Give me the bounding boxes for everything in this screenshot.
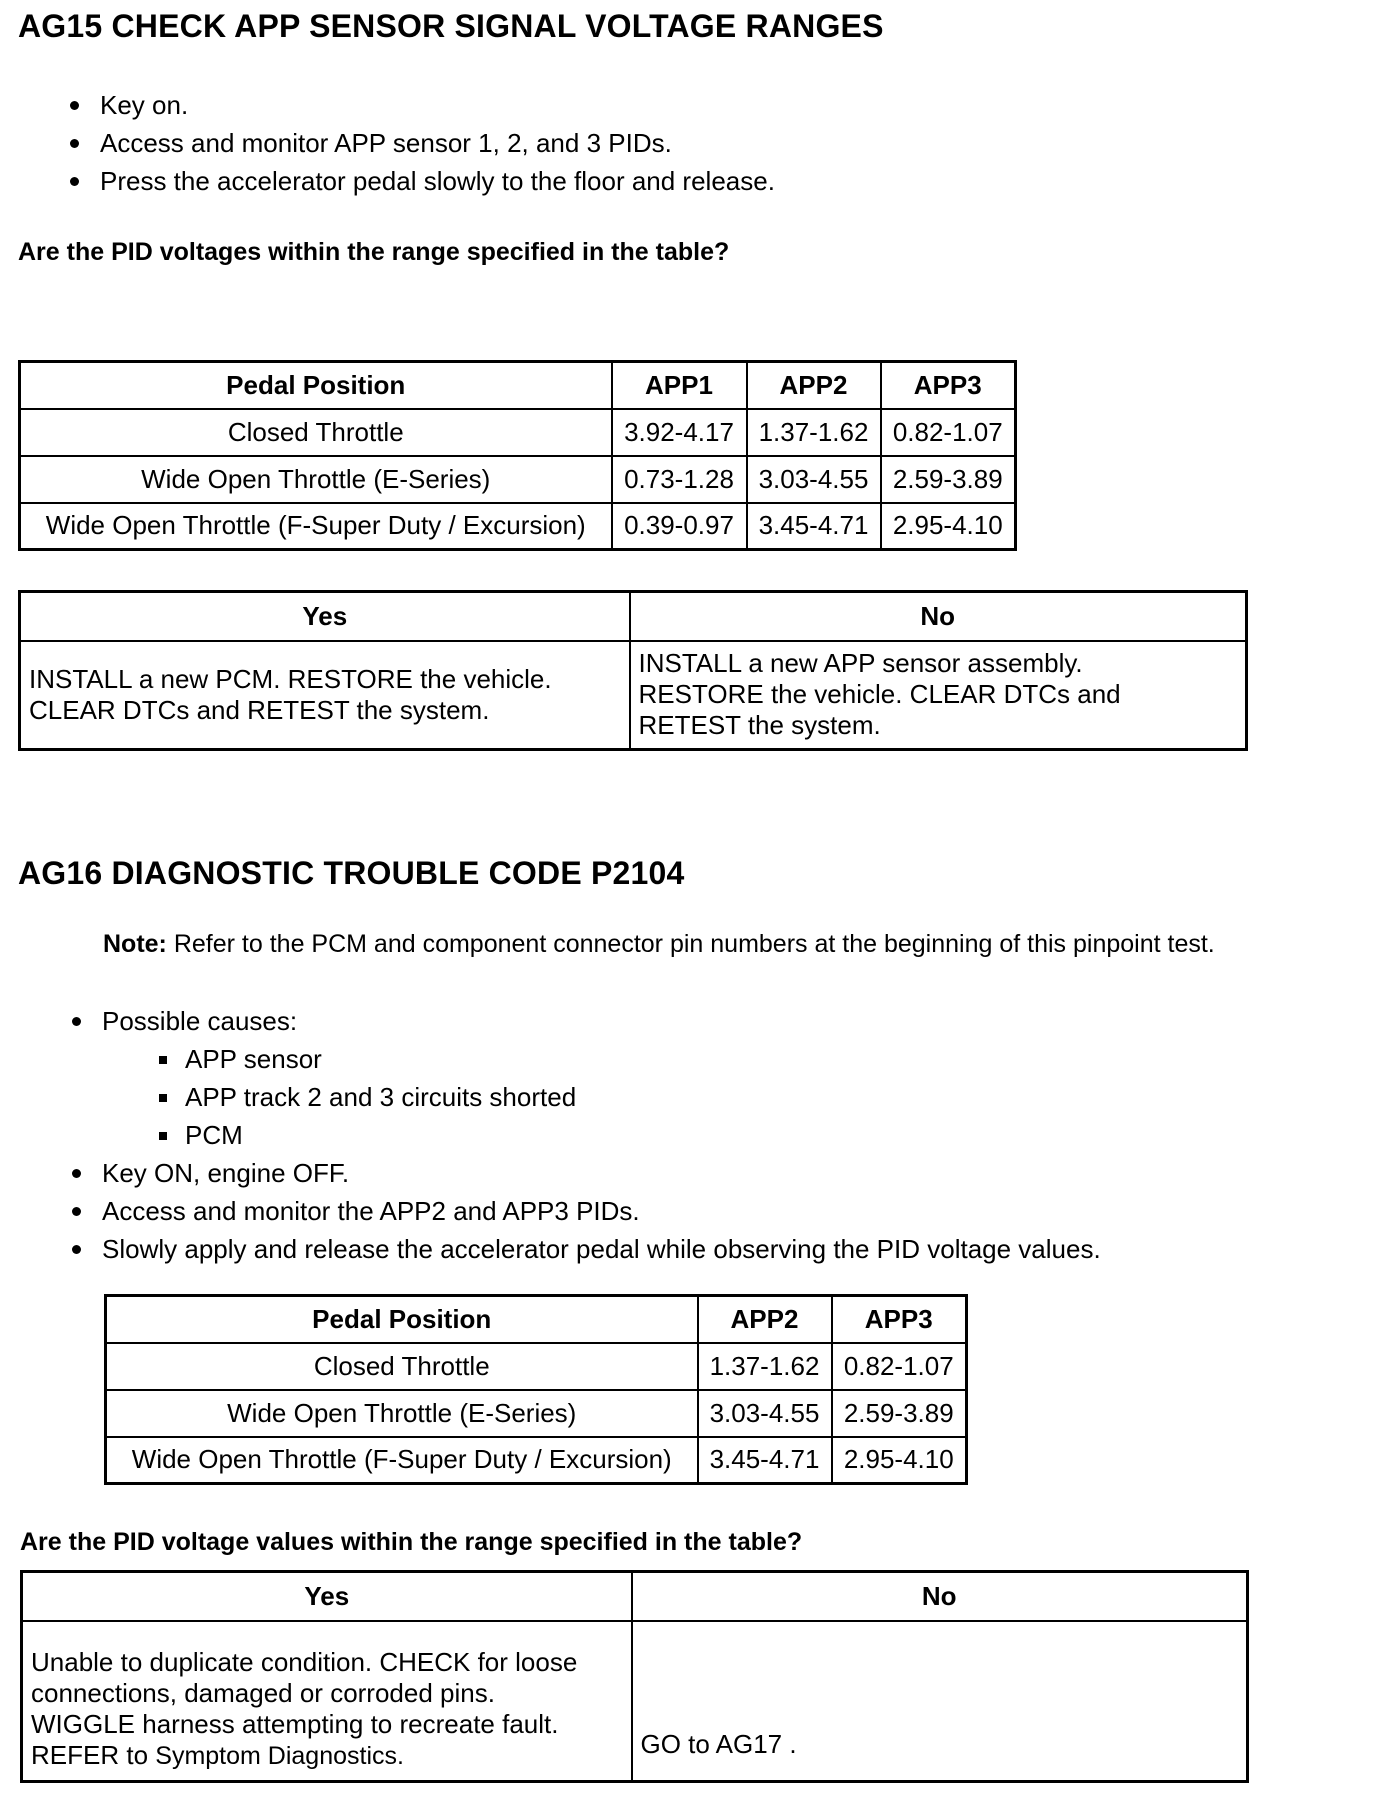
table-header-row <box>106 1296 967 1343</box>
ag15-result-table <box>18 590 1248 751</box>
yes-action <box>22 1621 632 1781</box>
ag15-step: Access and monitor APP sensor 1, 2, and 3 PIDs. <box>100 124 775 162</box>
yes-action-line: INSTALL a new PCM. RESTORE the vehicle. <box>29 663 552 694</box>
ag15-step: Key on. <box>100 86 775 124</box>
table-cell: Closed Throttle <box>20 409 612 456</box>
table-cell: Closed Throttle <box>106 1343 698 1390</box>
table-cell: 1.37-1.62 <box>698 1343 832 1390</box>
go-to-ag17-link[interactable]: GO to AG17 . <box>640 1728 797 1759</box>
table-cell: Wide Open Throttle (E-Series) <box>20 456 612 503</box>
table-cell: 3.03-4.55 <box>698 1390 832 1437</box>
header-pedal-position: Pedal Position <box>106 1296 698 1343</box>
cause-item: APP track 2 and 3 circuits shorted <box>185 1078 576 1116</box>
table-row <box>106 1390 967 1437</box>
ag15-step: Press the accelerator pedal slowly to the floor and release. <box>100 162 775 200</box>
note-label: Note: <box>103 930 167 958</box>
possible-causes-list <box>185 1040 576 1154</box>
yes-header: Yes <box>22 1572 632 1622</box>
result-row <box>22 1621 1248 1781</box>
no-action <box>632 1621 1248 1781</box>
table-cell: Wide Open Throttle (F-Super Duty / Excursion) <box>106 1437 698 1484</box>
table-cell: 0.39-0.97 <box>612 503 747 550</box>
ag16-voltage-table <box>104 1294 968 1485</box>
no-action-line: RETEST the system. <box>638 710 881 741</box>
ag15-voltage-table <box>18 360 1017 551</box>
ag15-title: AG15 CHECK APP SENSOR SIGNAL VOLTAGE RANGES <box>18 8 884 44</box>
ag16-step: Key ON, engine OFF. <box>102 1154 1101 1192</box>
table-row <box>20 409 1016 456</box>
no-action <box>630 641 1247 749</box>
yes-header: Yes <box>20 592 630 642</box>
table-cell: 3.92-4.17 <box>612 409 747 456</box>
no-action-line: RESTORE the vehicle. CLEAR DTCs and <box>638 679 1121 710</box>
table-cell: 0.82-1.07 <box>881 409 1016 456</box>
ag15-question: Are the PID voltages within the range specified in the table? <box>18 238 730 266</box>
ag16-step: Access and monitor the APP2 and APP3 PIDs. <box>102 1192 1101 1230</box>
symptom-diagnostics-link[interactable]: Symptom Diagnostics. <box>155 1741 404 1770</box>
yes-action-line: connections, damaged or corroded pins. <box>31 1677 495 1708</box>
ag16-result-table <box>20 1570 1249 1783</box>
table-cell: 2.95-4.10 <box>832 1437 967 1484</box>
table-cell: 3.03-4.55 <box>747 456 881 503</box>
ag16-steps-list <box>102 1002 297 1040</box>
table-cell: 1.37-1.62 <box>747 409 881 456</box>
table-row <box>106 1343 967 1390</box>
ag16-note <box>103 930 1215 959</box>
header-app1: APP1 <box>612 362 747 409</box>
header-app3: APP3 <box>832 1296 967 1343</box>
yes-action-line: Unable to duplicate condition. CHECK for loose <box>31 1646 578 1677</box>
table-cell: Wide Open Throttle (E-Series) <box>106 1390 698 1437</box>
yes-action-line: WIGGLE harness attempting to recreate fault. <box>31 1708 559 1739</box>
result-header-row <box>22 1572 1248 1622</box>
ag16-question: Are the PID voltage values within the range specified in the table? <box>20 1528 803 1556</box>
yes-action-line <box>31 1740 623 1772</box>
table-cell: 2.59-3.89 <box>832 1390 967 1437</box>
no-header: No <box>630 592 1247 642</box>
header-app2: APP2 <box>698 1296 832 1343</box>
header-pedal-position: Pedal Position <box>20 362 612 409</box>
note-text: Refer to the PCM and component connector pin numbers at the beginning of this pinpoint test. <box>173 930 1215 958</box>
table-cell: 3.45-4.71 <box>698 1437 832 1484</box>
table-cell: 0.82-1.07 <box>832 1343 967 1390</box>
possible-causes-label: Possible causes: <box>102 1002 297 1040</box>
header-app3: APP3 <box>881 362 1016 409</box>
ag16-title: AG16 DIAGNOSTIC TROUBLE CODE P2104 <box>18 855 685 891</box>
ag16-step: Slowly apply and release the accelerator pedal while observing the PID voltage values. <box>102 1230 1101 1268</box>
table-cell: 3.45-4.71 <box>747 503 881 550</box>
cause-item: PCM <box>185 1116 576 1154</box>
cause-item: APP sensor <box>185 1040 576 1078</box>
table-cell: 2.95-4.10 <box>881 503 1016 550</box>
ag16-procedure-list <box>102 1154 1101 1268</box>
table-row <box>20 456 1016 503</box>
yes-action <box>20 641 630 749</box>
table-cell: Wide Open Throttle (F-Super Duty / Excursion) <box>20 503 612 550</box>
table-header-row <box>20 362 1016 409</box>
table-cell: 0.73-1.28 <box>612 456 747 503</box>
result-row <box>20 641 1247 749</box>
header-app2: APP2 <box>747 362 881 409</box>
result-header-row <box>20 592 1247 642</box>
yes-action-line: CLEAR DTCs and RETEST the system. <box>29 694 490 725</box>
table-row <box>20 503 1016 550</box>
table-row <box>106 1437 967 1484</box>
no-header: No <box>632 1572 1248 1622</box>
table-cell: 2.59-3.89 <box>881 456 1016 503</box>
ag15-steps-list <box>100 86 775 200</box>
refer-prefix: REFER to <box>31 1739 149 1770</box>
no-action-line: INSTALL a new APP sensor assembly. <box>638 648 1083 679</box>
